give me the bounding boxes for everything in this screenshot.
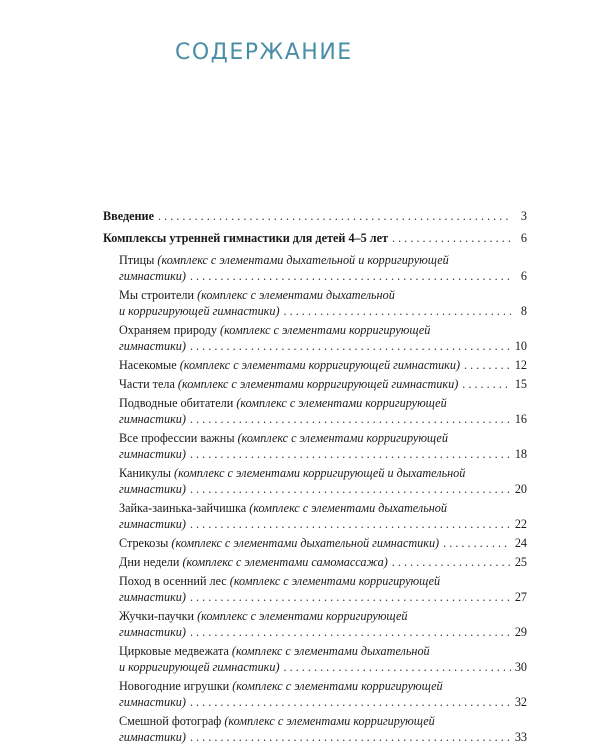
toc-page-number: 15 <box>514 377 527 391</box>
toc-entry-desc: (комплекс с элементами корригирующей <box>224 714 435 728</box>
toc-page-number: 25 <box>514 555 527 569</box>
leader-dots <box>392 230 511 246</box>
toc-entry-title: Насекомые <box>119 358 177 372</box>
toc-entry[interactable] <box>103 465 527 497</box>
toc-page-number: 3 <box>520 209 527 223</box>
leader-dots <box>190 338 511 354</box>
toc-entry-introduction[interactable] <box>103 208 527 230</box>
toc-page-number: 6 <box>520 269 527 283</box>
toc-entry-desc: (комплекс с элементами дыхательной гимнастики) <box>171 536 440 550</box>
leader-dots <box>462 376 511 392</box>
leader-dots <box>190 446 511 462</box>
toc-entry-title: Жучки-паучки <box>119 609 195 623</box>
leader-dots <box>464 357 511 373</box>
toc-entry-desc: гимнастики) <box>119 447 186 461</box>
toc-entry-desc: гимнастики) <box>119 695 186 709</box>
toc-page-number: 32 <box>514 695 527 709</box>
toc-page-number: 30 <box>514 660 527 674</box>
toc-page-number: 18 <box>514 447 527 461</box>
toc-entry-desc: и корригирующей гимнастики) <box>119 660 280 674</box>
leader-dots <box>190 516 511 532</box>
toc-page-number: 33 <box>514 730 527 744</box>
toc-entry-desc: гимнастики) <box>119 730 186 744</box>
toc-page-number: 12 <box>514 358 527 372</box>
toc-entry[interactable] <box>103 535 527 551</box>
toc-entry-title: Поход в осенний лес <box>119 574 227 588</box>
toc-entry-title: Новогодние игрушки <box>119 679 230 693</box>
toc-entry[interactable] <box>103 252 527 284</box>
toc-entry-title: Каникулы <box>119 466 171 480</box>
toc-entry-desc: (комплекс с элементами корригирующей <box>229 574 441 588</box>
toc-entry-desc: и корригирующей гимнастики) <box>119 304 280 318</box>
toc-entry-desc: (комплекс с элементами дыхательной и корригирующей <box>157 253 449 267</box>
toc-entry-title: Охраняем природу <box>119 323 217 337</box>
toc-entry[interactable] <box>103 287 527 319</box>
toc-entry-title: Мы строители <box>119 288 195 302</box>
leader-dots <box>190 411 511 427</box>
toc-entry-title: Части тела <box>119 377 175 391</box>
toc-entry[interactable] <box>103 554 527 570</box>
toc-entry-title: Птицы <box>119 253 155 267</box>
leader-dots <box>190 694 511 710</box>
leader-dots <box>443 535 511 551</box>
toc-entry-desc: (комплекс с элементами корригирующей <box>197 609 408 623</box>
toc-entry[interactable] <box>103 430 527 462</box>
toc-page-number: 22 <box>514 517 527 531</box>
toc-entry[interactable] <box>103 376 527 392</box>
toc-page-number: 16 <box>514 412 527 426</box>
page-title: СОДЕРЖАНИЕ <box>175 40 353 65</box>
toc-entry[interactable] <box>103 608 527 640</box>
toc-entry-desc: (комплекс с элементами корригирующей <box>232 679 443 693</box>
toc-entry-desc: гимнастики) <box>119 339 186 353</box>
toc-entry-section[interactable] <box>103 230 527 252</box>
toc-entry-desc: гимнастики) <box>119 412 186 426</box>
toc-entry[interactable] <box>103 322 527 354</box>
toc-entry-desc: гимнастики) <box>119 625 186 639</box>
toc-page-number: 27 <box>514 590 527 604</box>
toc-entry-title: Комплексы утренней гимнастики для детей 4–5 лет <box>103 231 389 245</box>
table-of-contents <box>103 208 527 745</box>
leader-dots <box>190 481 511 497</box>
leader-dots <box>190 729 511 745</box>
toc-entry[interactable] <box>103 573 527 605</box>
toc-entry-desc: гимнастики) <box>119 482 186 496</box>
toc-page-number: 6 <box>520 231 527 245</box>
leader-dots <box>392 554 511 570</box>
toc-entry[interactable] <box>103 500 527 532</box>
toc-entry-desc: гимнастики) <box>119 517 186 531</box>
toc-entry[interactable] <box>103 357 527 373</box>
toc-page-number: 8 <box>520 304 527 318</box>
toc-entry-desc: (комплекс с элементами корригирующей <box>220 323 431 337</box>
leader-dots <box>190 624 511 640</box>
toc-page-number: 29 <box>514 625 527 639</box>
toc-entry[interactable] <box>103 713 527 745</box>
toc-entry-desc: (комплекс с элементами корригирующей гимнастики) <box>177 377 459 391</box>
toc-entry-desc: (комплекс с элементами самомассажа) <box>182 555 388 569</box>
toc-entry-desc: (комплекс с элементами дыхательной <box>231 644 430 658</box>
leader-dots <box>158 208 511 224</box>
toc-entry-desc: (комплекс с элементами дыхательной <box>197 288 395 302</box>
toc-page-number: 20 <box>514 482 527 496</box>
toc-entry[interactable] <box>103 643 527 675</box>
toc-entry[interactable] <box>103 678 527 710</box>
leader-dots <box>284 659 511 675</box>
leader-dots <box>190 589 511 605</box>
toc-entry-title: Стрекозы <box>119 536 169 550</box>
toc-entry-title: Все профессии важны <box>119 431 235 445</box>
toc-page-number: 10 <box>514 339 527 353</box>
toc-entry-desc: гимнастики) <box>119 590 186 604</box>
toc-entry[interactable] <box>103 395 527 427</box>
toc-entry-title: Дни недели <box>119 555 180 569</box>
toc-entry-title: Цирковые медвежата <box>119 644 229 658</box>
toc-entry-desc: гимнастики) <box>119 269 186 283</box>
toc-entry-title: Введение <box>103 209 154 223</box>
leader-dots <box>190 268 511 284</box>
toc-page-number: 24 <box>514 536 527 550</box>
toc-entry-desc: (комплекс с элементами корригирующей <box>237 431 448 445</box>
leader-dots <box>284 303 511 319</box>
toc-entry-desc: (комплекс с элементами корригирующей и дыхательной <box>174 466 466 480</box>
toc-entry-desc: (комплекс с элементами дыхательной <box>249 501 447 515</box>
toc-entry-title: Смешной фотограф <box>119 714 222 728</box>
toc-entry-desc: (комплекс с элементами корригирующей <box>236 396 447 410</box>
toc-entry-title: Подводные обитатели <box>119 396 234 410</box>
toc-entry-title: Зайка-заинька-зайчишка <box>119 501 247 515</box>
toc-entry-desc: (комплекс с элементами корригирующей гимнастики) <box>179 358 461 372</box>
